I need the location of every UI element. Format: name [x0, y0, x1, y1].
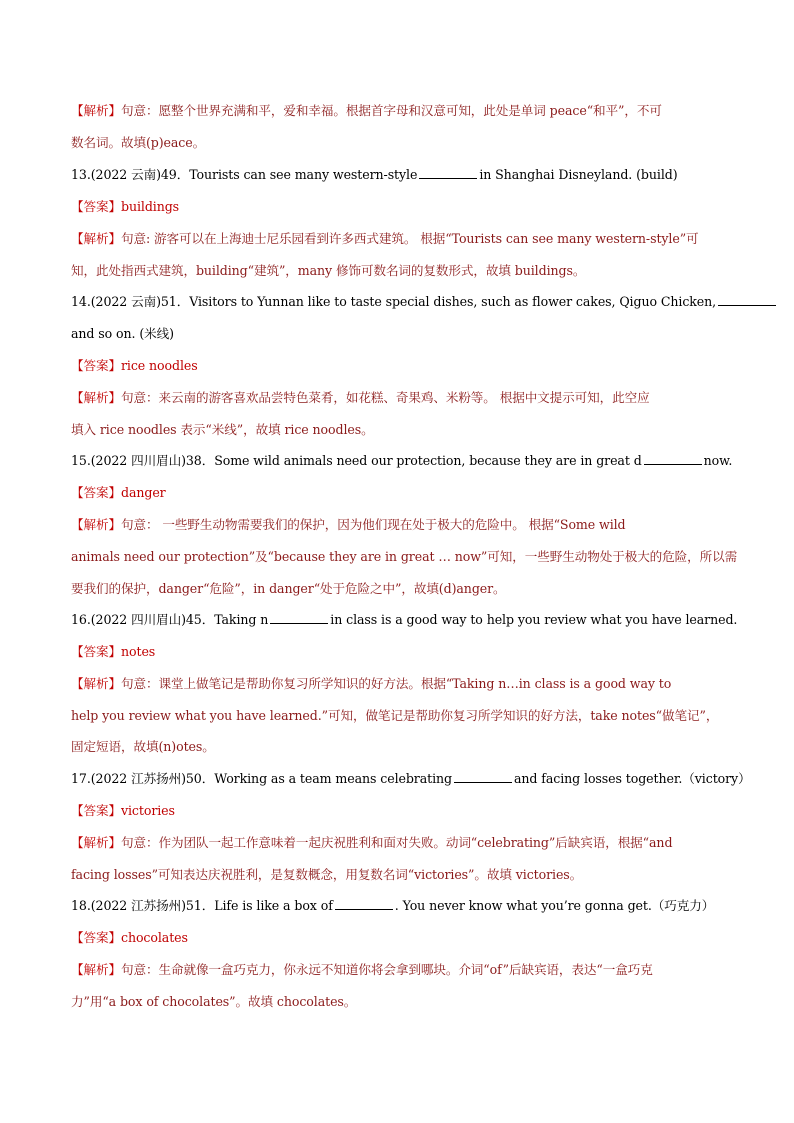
answer-blank	[335, 897, 393, 910]
explanation-tag: 【解析】	[71, 517, 121, 532]
explanation-line: 【解析】句意：愿整个世界充满和平，爱和幸福。根据首字母和汉意可知，此处是单词 peace“和平”，不可	[71, 103, 662, 118]
answer-text: notes	[120, 644, 156, 659]
question-text: 15.(2022 四川眉山)38．Some wild animals need our protection, because they are in great d	[71, 453, 642, 468]
explanation-line: 填入 rice noodles 表示“米线”，故填 rice noodles。	[71, 422, 374, 437]
answer-18	[71, 929, 723, 947]
question-14	[71, 293, 723, 311]
question-text: . You never know what you’re gonna get.（巧克力）	[394, 898, 715, 913]
question-text: and facing losses together.（victory）	[514, 771, 751, 786]
question-14-line2: and so on. (米线)	[71, 326, 174, 341]
answer-text: rice noodles	[120, 358, 198, 373]
question-13	[71, 166, 723, 184]
answer-tag: 【答案】	[71, 485, 121, 500]
explanation-line: 【解析】句意：作为团队一起工作意味着一起庆祝胜利和面对失败。动词“celebrating”后缺宾语，根据“and	[71, 835, 673, 850]
answer-blank	[454, 770, 512, 783]
answer-text: victories	[120, 803, 175, 818]
explanation-line: 数名词。故填(p)eace。	[71, 135, 206, 150]
answer-text: danger	[120, 485, 166, 500]
explanation-line: facing losses”可知表达庆祝胜利，是复数概念，用复数名词“victories”。故填 victories。	[71, 867, 583, 882]
answer-16	[71, 643, 723, 661]
explanation-tag: 【解析】	[71, 676, 121, 691]
explanation-tag: 【解析】	[71, 231, 121, 246]
answer-blank	[270, 611, 328, 624]
explanation-tag: 【解析】	[71, 962, 121, 977]
answer-tag: 【答案】	[71, 930, 121, 945]
explanation-line: help you review what you have learned.”可知，做笔记是帮助你复习所学知识的好方法，take notes“做笔记”，	[71, 708, 719, 723]
explanation-line: 【解析】句意: 游客可以在上海迪士尼乐园看到许多西式建筑。 根据“Tourists can see many western-style”可	[71, 231, 699, 246]
question-18	[71, 897, 723, 915]
question-15	[71, 452, 733, 470]
question-text: 17.(2022 江苏扬州)50．Working as a team means celebrating	[71, 771, 453, 786]
question-16	[71, 611, 738, 629]
answer-text: buildings	[120, 199, 180, 214]
explanation-line: 知，此处指西式建筑，building“建筑”，many 修饰可数名词的复数形式，故填 buildings。	[71, 263, 586, 278]
answer-tag: 【答案】	[71, 644, 121, 659]
explanation-tag: 【解析】	[71, 390, 121, 405]
explanation-line: 【解析】句意：生命就像一盒巧克力，你永远不知道你将会拿到哪块。介词“of”后缺宾语，表达“一盒巧克	[71, 962, 653, 977]
explanation-line: 要我们的保护，danger“危险”，in danger“处于危险之中”，故填(d)anger。	[71, 581, 506, 596]
explanation-line: animals need our protection”及“because they are in great … now”可知，一些野生动物处于极大的危险，所以需	[71, 549, 738, 564]
question-text: 13.(2022 云南)49．Tourists can see many western-style	[71, 167, 418, 182]
question-text: 18.(2022 江苏扬州)51．Life is like a box of	[71, 898, 333, 913]
question-text: now.	[703, 453, 733, 468]
question-text: 14.(2022 云南)51．Visitors to Yunnan like to taste special dishes, such as flower cakes, Qiguo Chicken,	[71, 294, 717, 309]
answer-tag: 【答案】	[71, 199, 121, 214]
question-text: in Shanghai Disneyland. (build)	[479, 167, 678, 182]
answer-tag: 【答案】	[71, 803, 121, 818]
explanation-line: 固定短语，故填(n)otes。	[71, 739, 215, 754]
answer-text: chocolates	[120, 930, 188, 945]
answer-blank	[718, 293, 776, 306]
answer-17	[71, 802, 723, 820]
question-text: in class is a good way to help you review what you have learned.	[330, 612, 738, 627]
answer-15	[71, 484, 723, 502]
explanation-tag: 【解析】	[71, 103, 121, 118]
explanation-line: 【解析】句意： 一些野生动物需要我们的保护，因为他们现在处于极大的危险中。 根据“Some wild	[71, 517, 626, 532]
question-17	[71, 770, 751, 788]
answer-13	[71, 198, 723, 216]
answer-14	[71, 357, 723, 375]
answer-tag: 【答案】	[71, 358, 121, 373]
explanation-line: 力”用“a box of chocolates”。故填 chocolates。	[71, 994, 357, 1009]
explanation-line: 【解析】句意：课堂上做笔记是帮助你复习所学知识的好方法。根据“Taking n…in class is a good way to	[71, 676, 672, 691]
explanation-line: 【解析】句意：来云南的游客喜欢品尝特色菜肴，如花糕、奇果鸡、米粉等。 根据中文提示可知，此空应	[71, 390, 650, 405]
explanation-tag: 【解析】	[71, 835, 121, 850]
answer-blank	[419, 166, 477, 179]
answer-blank	[644, 452, 702, 465]
question-text: 16.(2022 四川眉山)45．Taking n	[71, 612, 269, 627]
